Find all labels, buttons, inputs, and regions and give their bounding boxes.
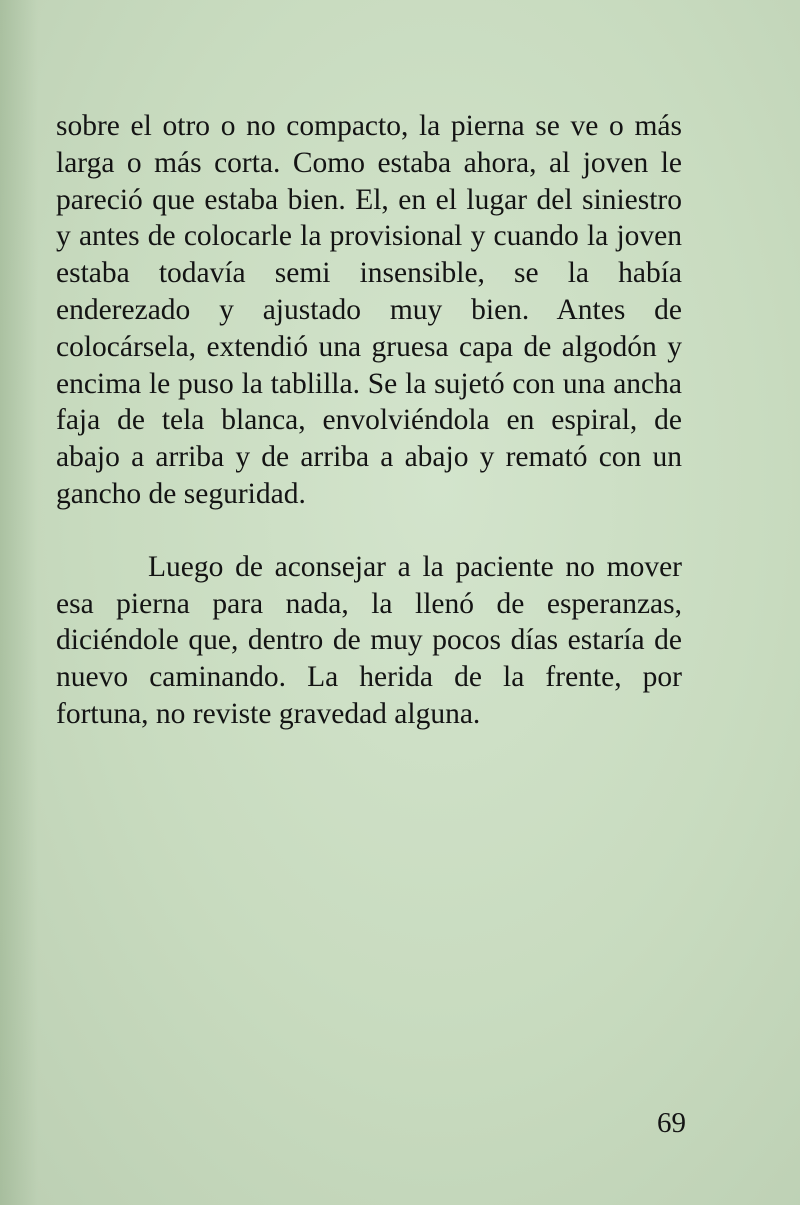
paragraph-1: sobre el otro o no compacto, la pierna se ve o más larga o más corta. Como estaba ahora, al joven le pareció que estaba bien. El, en el lugar del siniestro y antes de colocarle la provisional y cuando la joven estaba todavía semi insensible, se la había enderezado y ajustado muy bien. Antes de colocársela, extendió una gruesa capa de algodón y encima le puso la tablilla. Se la sujetó con una ancha faja de tela blanca, envolviéndola en espiral, de abajo a arriba y de arriba a abajo y remató con un gancho de seguridad. bbox=[56, 110, 682, 510]
page-number: 69 bbox=[657, 1107, 686, 1139]
page-edge-shadow bbox=[0, 0, 38, 1205]
paragraph-2: Luego de aconsejar a la paciente no mover esa pierna para nada, la llenó de esperanzas, diciéndole que, dentro de muy pocos días estaría de nuevo caminando. La herida de la frente, por fortuna, no reviste gravedad alguna. bbox=[56, 550, 682, 730]
body-text bbox=[56, 108, 682, 733]
